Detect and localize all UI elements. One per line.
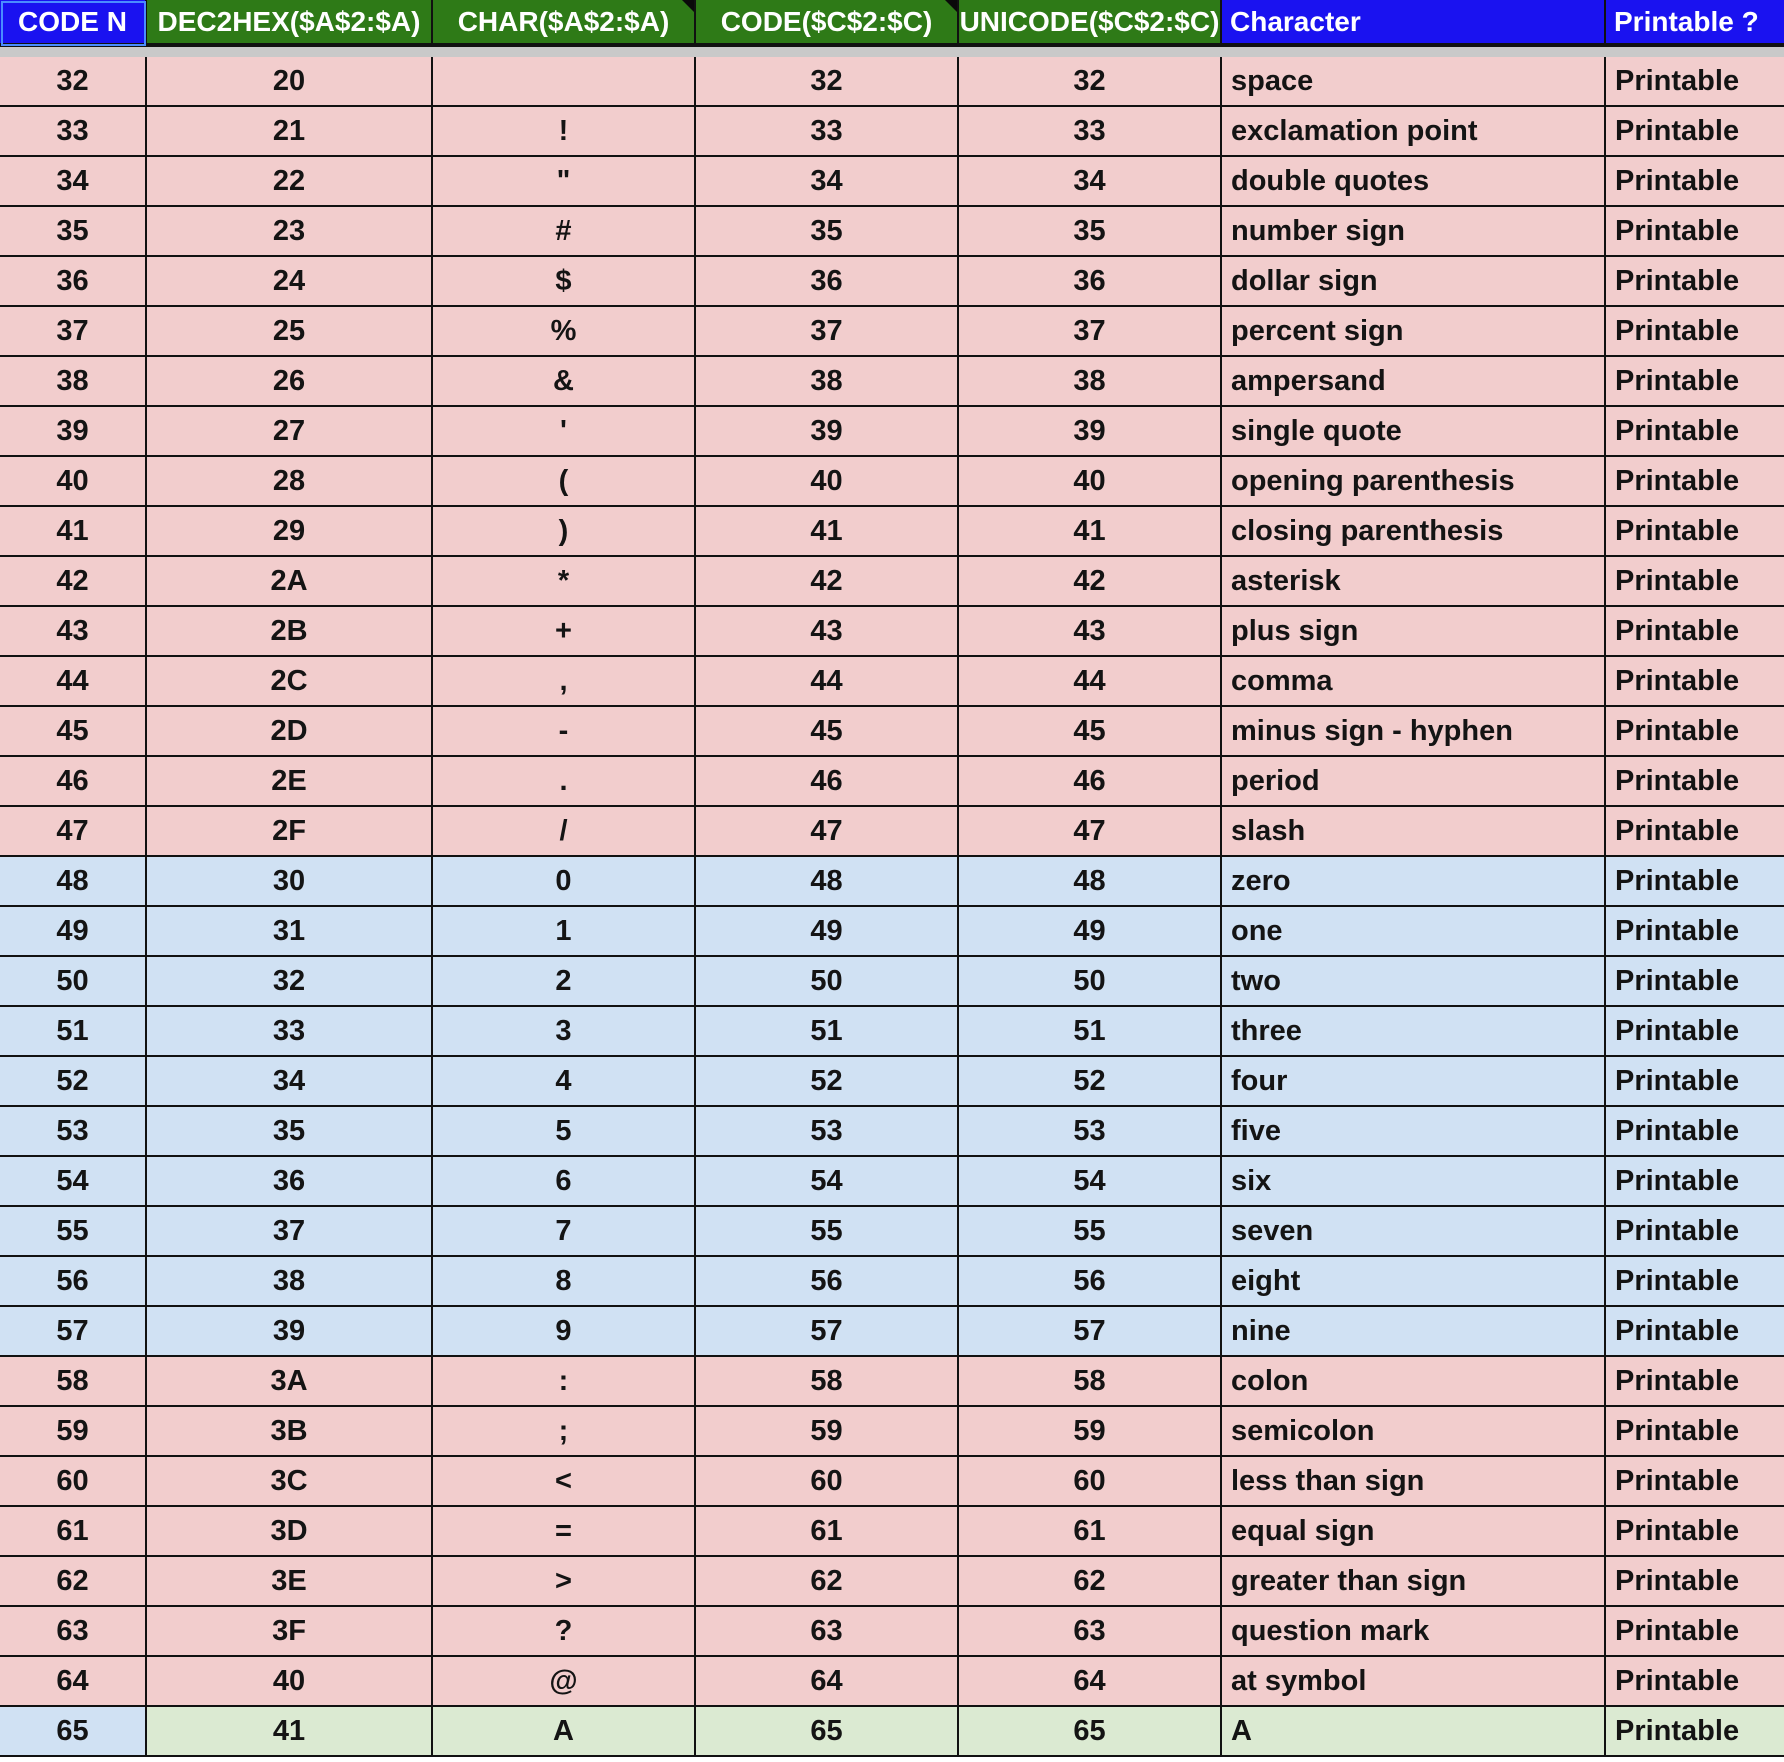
cell-hex[interactable]: 3E <box>147 1557 433 1607</box>
cell-hex[interactable]: 36 <box>147 1157 433 1207</box>
cell-printable[interactable]: Printable <box>1606 1157 1784 1207</box>
cell-character-name[interactable]: double quotes <box>1222 157 1606 207</box>
cell-unicode[interactable]: 56 <box>959 1257 1222 1307</box>
cell-character-name[interactable]: closing parenthesis <box>1222 507 1606 557</box>
cell-unicode[interactable]: 34 <box>959 157 1222 207</box>
cell-hex[interactable]: 41 <box>147 1707 433 1757</box>
cell-code-n[interactable]: 58 <box>0 1357 147 1407</box>
cell-hex[interactable]: 2E <box>147 757 433 807</box>
cell-unicode[interactable]: 63 <box>959 1607 1222 1657</box>
cell-unicode[interactable]: 65 <box>959 1707 1222 1757</box>
cell-char[interactable]: & <box>433 357 696 407</box>
cell-unicode[interactable]: 62 <box>959 1557 1222 1607</box>
cell-printable[interactable]: Printable <box>1606 1207 1784 1257</box>
cell-character-name[interactable]: plus sign <box>1222 607 1606 657</box>
cell-code-n[interactable]: 63 <box>0 1607 147 1657</box>
cell-code-n[interactable]: 45 <box>0 707 147 757</box>
cell-code[interactable]: 63 <box>696 1607 959 1657</box>
cell-hex[interactable]: 2D <box>147 707 433 757</box>
cell-unicode[interactable]: 37 <box>959 307 1222 357</box>
cell-hex[interactable]: 32 <box>147 957 433 1007</box>
cell-hex[interactable]: 40 <box>147 1657 433 1707</box>
cell-character-name[interactable]: one <box>1222 907 1606 957</box>
cell-printable[interactable]: Printable <box>1606 1607 1784 1657</box>
cell-unicode[interactable]: 43 <box>959 607 1222 657</box>
cell-printable[interactable]: Printable <box>1606 1257 1784 1307</box>
cell-printable[interactable]: Printable <box>1606 207 1784 257</box>
cell-hex[interactable]: 39 <box>147 1307 433 1357</box>
cell-code[interactable]: 46 <box>696 757 959 807</box>
cell-printable[interactable]: Printable <box>1606 1407 1784 1457</box>
cell-unicode[interactable]: 33 <box>959 107 1222 157</box>
cell-hex[interactable]: 2F <box>147 807 433 857</box>
cell-code-n[interactable]: 37 <box>0 307 147 357</box>
cell-code-n[interactable]: 38 <box>0 357 147 407</box>
cell-code-n[interactable]: 56 <box>0 1257 147 1307</box>
cell-code-n[interactable]: 61 <box>0 1507 147 1557</box>
cell-code-n[interactable]: 39 <box>0 407 147 457</box>
cell-code-n[interactable]: 36 <box>0 257 147 307</box>
cell-character-name[interactable]: two <box>1222 957 1606 1007</box>
cell-char[interactable]: ( <box>433 457 696 507</box>
cell-code[interactable]: 32 <box>696 57 959 107</box>
cell-char[interactable]: > <box>433 1557 696 1607</box>
cell-unicode[interactable]: 57 <box>959 1307 1222 1357</box>
cell-printable[interactable]: Printable <box>1606 1507 1784 1557</box>
cell-char[interactable]: 4 <box>433 1057 696 1107</box>
cell-character-name[interactable]: six <box>1222 1157 1606 1207</box>
cell-printable[interactable]: Printable <box>1606 457 1784 507</box>
cell-printable[interactable]: Printable <box>1606 157 1784 207</box>
cell-code-n[interactable]: 40 <box>0 457 147 507</box>
cell-unicode[interactable]: 49 <box>959 907 1222 957</box>
cell-character-name[interactable]: asterisk <box>1222 557 1606 607</box>
cell-unicode[interactable]: 46 <box>959 757 1222 807</box>
cell-code-n[interactable]: 44 <box>0 657 147 707</box>
cell-code-n[interactable]: 64 <box>0 1657 147 1707</box>
cell-character-name[interactable]: nine <box>1222 1307 1606 1357</box>
cell-hex[interactable]: 2C <box>147 657 433 707</box>
cell-code-n[interactable]: 32 <box>0 57 147 107</box>
cell-printable[interactable]: Printable <box>1606 807 1784 857</box>
cell-hex[interactable]: 21 <box>147 107 433 157</box>
header-unicode[interactable]: UNICODE($C$2:$C) <box>959 0 1222 47</box>
cell-printable[interactable]: Printable <box>1606 657 1784 707</box>
cell-hex[interactable]: 3C <box>147 1457 433 1507</box>
cell-unicode[interactable]: 39 <box>959 407 1222 457</box>
cell-code[interactable]: 34 <box>696 157 959 207</box>
cell-code-n[interactable]: 41 <box>0 507 147 557</box>
cell-code[interactable]: 38 <box>696 357 959 407</box>
cell-hex[interactable]: 24 <box>147 257 433 307</box>
cell-unicode[interactable]: 64 <box>959 1657 1222 1707</box>
cell-char[interactable]: * <box>433 557 696 607</box>
cell-character-name[interactable]: comma <box>1222 657 1606 707</box>
cell-char[interactable]: A <box>433 1707 696 1757</box>
cell-unicode[interactable]: 45 <box>959 707 1222 757</box>
cell-char[interactable]: 7 <box>433 1207 696 1257</box>
cell-unicode[interactable]: 42 <box>959 557 1222 607</box>
cell-unicode[interactable]: 48 <box>959 857 1222 907</box>
cell-printable[interactable]: Printable <box>1606 1557 1784 1607</box>
cell-hex[interactable]: 38 <box>147 1257 433 1307</box>
cell-hex[interactable]: 28 <box>147 457 433 507</box>
cell-char[interactable]: # <box>433 207 696 257</box>
cell-character-name[interactable]: period <box>1222 757 1606 807</box>
cell-printable[interactable]: Printable <box>1606 1007 1784 1057</box>
cell-printable[interactable]: Printable <box>1606 907 1784 957</box>
cell-code[interactable]: 41 <box>696 507 959 557</box>
cell-hex[interactable]: 3F <box>147 1607 433 1657</box>
cell-char[interactable]: 6 <box>433 1157 696 1207</box>
cell-code[interactable]: 45 <box>696 707 959 757</box>
cell-character-name[interactable]: semicolon <box>1222 1407 1606 1457</box>
header-code[interactable]: CODE($C$2:$C) <box>696 0 959 47</box>
cell-code[interactable]: 60 <box>696 1457 959 1507</box>
cell-character-name[interactable]: seven <box>1222 1207 1606 1257</box>
cell-code-n[interactable]: 55 <box>0 1207 147 1257</box>
cell-code[interactable]: 57 <box>696 1307 959 1357</box>
cell-char[interactable]: % <box>433 307 696 357</box>
cell-char[interactable]: 5 <box>433 1107 696 1157</box>
cell-character-name[interactable]: single quote <box>1222 407 1606 457</box>
header-dec2hex[interactable]: DEC2HEX($A$2:$A) <box>147 0 433 47</box>
cell-char[interactable]: = <box>433 1507 696 1557</box>
cell-char[interactable]: 8 <box>433 1257 696 1307</box>
cell-hex[interactable]: 22 <box>147 157 433 207</box>
cell-code-n[interactable]: 43 <box>0 607 147 657</box>
cell-hex[interactable]: 27 <box>147 407 433 457</box>
cell-printable[interactable]: Printable <box>1606 707 1784 757</box>
cell-code[interactable]: 51 <box>696 1007 959 1057</box>
cell-unicode[interactable]: 53 <box>959 1107 1222 1157</box>
cell-char[interactable] <box>433 57 696 107</box>
cell-printable[interactable]: Printable <box>1606 1657 1784 1707</box>
cell-code[interactable]: 50 <box>696 957 959 1007</box>
cell-hex[interactable]: 25 <box>147 307 433 357</box>
cell-char[interactable]: ? <box>433 1607 696 1657</box>
cell-unicode[interactable]: 36 <box>959 257 1222 307</box>
cell-character-name[interactable]: less than sign <box>1222 1457 1606 1507</box>
cell-code[interactable]: 61 <box>696 1507 959 1557</box>
cell-character-name[interactable]: percent sign <box>1222 307 1606 357</box>
cell-code[interactable]: 44 <box>696 657 959 707</box>
cell-code-n[interactable]: 54 <box>0 1157 147 1207</box>
cell-char[interactable]: 3 <box>433 1007 696 1057</box>
cell-code-n[interactable]: 51 <box>0 1007 147 1057</box>
cell-hex[interactable]: 37 <box>147 1207 433 1257</box>
cell-character-name[interactable]: ampersand <box>1222 357 1606 407</box>
cell-hex[interactable]: 3B <box>147 1407 433 1457</box>
cell-unicode[interactable]: 40 <box>959 457 1222 507</box>
cell-code-n[interactable]: 49 <box>0 907 147 957</box>
cell-code[interactable]: 39 <box>696 407 959 457</box>
cell-unicode[interactable]: 52 <box>959 1057 1222 1107</box>
cell-unicode[interactable]: 58 <box>959 1357 1222 1407</box>
cell-code-n[interactable]: 46 <box>0 757 147 807</box>
cell-printable[interactable]: Printable <box>1606 1107 1784 1157</box>
cell-char[interactable]: - <box>433 707 696 757</box>
cell-code-n[interactable]: 59 <box>0 1407 147 1457</box>
cell-unicode[interactable]: 54 <box>959 1157 1222 1207</box>
cell-code[interactable]: 55 <box>696 1207 959 1257</box>
cell-printable[interactable]: Printable <box>1606 757 1784 807</box>
cell-unicode[interactable]: 44 <box>959 657 1222 707</box>
cell-char[interactable]: < <box>433 1457 696 1507</box>
cell-unicode[interactable]: 61 <box>959 1507 1222 1557</box>
cell-unicode[interactable]: 55 <box>959 1207 1222 1257</box>
cell-code-n[interactable]: 65 <box>0 1707 147 1757</box>
cell-code[interactable]: 64 <box>696 1657 959 1707</box>
cell-code[interactable]: 37 <box>696 307 959 357</box>
cell-unicode[interactable]: 38 <box>959 357 1222 407</box>
cell-code[interactable]: 49 <box>696 907 959 957</box>
cell-character-name[interactable]: question mark <box>1222 1607 1606 1657</box>
cell-hex[interactable]: 3D <box>147 1507 433 1557</box>
cell-char[interactable]: $ <box>433 257 696 307</box>
header-char[interactable]: CHAR($A$2:$A) <box>433 0 696 47</box>
cell-hex[interactable]: 23 <box>147 207 433 257</box>
cell-code-n[interactable]: 52 <box>0 1057 147 1107</box>
cell-hex[interactable]: 33 <box>147 1007 433 1057</box>
cell-character-name[interactable]: slash <box>1222 807 1606 857</box>
cell-hex[interactable]: 30 <box>147 857 433 907</box>
cell-printable[interactable]: Printable <box>1606 1457 1784 1507</box>
cell-unicode[interactable]: 51 <box>959 1007 1222 1057</box>
cell-code-n[interactable]: 47 <box>0 807 147 857</box>
cell-code-n[interactable]: 60 <box>0 1457 147 1507</box>
cell-hex[interactable]: 20 <box>147 57 433 107</box>
cell-code-n[interactable]: 35 <box>0 207 147 257</box>
cell-hex[interactable]: 3A <box>147 1357 433 1407</box>
cell-code-n[interactable]: 33 <box>0 107 147 157</box>
cell-character-name[interactable]: number sign <box>1222 207 1606 257</box>
cell-char[interactable]: 2 <box>433 957 696 1007</box>
cell-printable[interactable]: Printable <box>1606 957 1784 1007</box>
cell-hex[interactable]: 2B <box>147 607 433 657</box>
cell-character-name[interactable]: space <box>1222 57 1606 107</box>
cell-character-name[interactable]: eight <box>1222 1257 1606 1307</box>
cell-code[interactable]: 58 <box>696 1357 959 1407</box>
cell-unicode[interactable]: 60 <box>959 1457 1222 1507</box>
cell-char[interactable]: 0 <box>433 857 696 907</box>
cell-hex[interactable]: 31 <box>147 907 433 957</box>
cell-character-name[interactable]: zero <box>1222 857 1606 907</box>
cell-char[interactable]: / <box>433 807 696 857</box>
cell-printable[interactable]: Printable <box>1606 1707 1784 1757</box>
cell-code[interactable]: 33 <box>696 107 959 157</box>
cell-code[interactable]: 43 <box>696 607 959 657</box>
cell-hex[interactable]: 35 <box>147 1107 433 1157</box>
cell-character-name[interactable]: three <box>1222 1007 1606 1057</box>
cell-printable[interactable]: Printable <box>1606 257 1784 307</box>
cell-printable[interactable]: Printable <box>1606 607 1784 657</box>
cell-character-name[interactable]: minus sign - hyphen <box>1222 707 1606 757</box>
cell-hex[interactable]: 2A <box>147 557 433 607</box>
cell-char[interactable]: , <box>433 657 696 707</box>
cell-printable[interactable]: Printable <box>1606 307 1784 357</box>
cell-code-n[interactable]: 42 <box>0 557 147 607</box>
cell-code[interactable]: 52 <box>696 1057 959 1107</box>
cell-unicode[interactable]: 35 <box>959 207 1222 257</box>
cell-char[interactable]: 1 <box>433 907 696 957</box>
cell-code[interactable]: 40 <box>696 457 959 507</box>
cell-char[interactable]: : <box>433 1357 696 1407</box>
cell-character-name[interactable]: at symbol <box>1222 1657 1606 1707</box>
cell-code[interactable]: 54 <box>696 1157 959 1207</box>
cell-character-name[interactable]: opening parenthesis <box>1222 457 1606 507</box>
header-printable[interactable]: Printable ? <box>1606 0 1784 47</box>
cell-char[interactable]: @ <box>433 1657 696 1707</box>
cell-code-n[interactable]: 62 <box>0 1557 147 1607</box>
cell-printable[interactable]: Printable <box>1606 357 1784 407</box>
cell-char[interactable]: " <box>433 157 696 207</box>
cell-code[interactable]: 35 <box>696 207 959 257</box>
header-character[interactable]: Character <box>1222 0 1606 47</box>
cell-char[interactable]: ) <box>433 507 696 557</box>
cell-unicode[interactable]: 41 <box>959 507 1222 557</box>
frozen-row-divider <box>0 47 1784 57</box>
cell-printable[interactable]: Printable <box>1606 1357 1784 1407</box>
cell-code[interactable]: 47 <box>696 807 959 857</box>
cell-code[interactable]: 53 <box>696 1107 959 1157</box>
cell-char[interactable]: ' <box>433 407 696 457</box>
cell-code[interactable]: 42 <box>696 557 959 607</box>
header-code-n[interactable]: CODE N <box>0 0 147 47</box>
cell-code-n[interactable]: 57 <box>0 1307 147 1357</box>
cell-unicode[interactable]: 32 <box>959 57 1222 107</box>
cell-code[interactable]: 56 <box>696 1257 959 1307</box>
cell-code-n[interactable]: 50 <box>0 957 147 1007</box>
cell-character-name[interactable]: A <box>1222 1707 1606 1757</box>
cell-printable[interactable]: Printable <box>1606 507 1784 557</box>
cell-unicode[interactable]: 47 <box>959 807 1222 857</box>
cell-code[interactable]: 62 <box>696 1557 959 1607</box>
cell-printable[interactable]: Printable <box>1606 407 1784 457</box>
cell-printable[interactable]: Printable <box>1606 857 1784 907</box>
cell-character-name[interactable]: greater than sign <box>1222 1557 1606 1607</box>
cell-hex[interactable]: 29 <box>147 507 433 557</box>
cell-unicode[interactable]: 50 <box>959 957 1222 1007</box>
cell-code[interactable]: 59 <box>696 1407 959 1457</box>
cell-character-name[interactable]: dollar sign <box>1222 257 1606 307</box>
cell-char[interactable]: ; <box>433 1407 696 1457</box>
cell-unicode[interactable]: 59 <box>959 1407 1222 1457</box>
cell-hex[interactable]: 26 <box>147 357 433 407</box>
cell-character-name[interactable]: four <box>1222 1057 1606 1107</box>
cell-code-n[interactable]: 34 <box>0 157 147 207</box>
cell-printable[interactable]: Printable <box>1606 1307 1784 1357</box>
cell-code[interactable]: 36 <box>696 257 959 307</box>
cell-char[interactable]: ! <box>433 107 696 157</box>
cell-printable[interactable]: Printable <box>1606 57 1784 107</box>
cell-hex[interactable]: 34 <box>147 1057 433 1107</box>
cell-code-n[interactable]: 53 <box>0 1107 147 1157</box>
cell-printable[interactable]: Printable <box>1606 107 1784 157</box>
cell-character-name[interactable]: exclamation point <box>1222 107 1606 157</box>
cell-char[interactable]: 9 <box>433 1307 696 1357</box>
cell-code[interactable]: 48 <box>696 857 959 907</box>
cell-code-n[interactable]: 48 <box>0 857 147 907</box>
cell-character-name[interactable]: colon <box>1222 1357 1606 1407</box>
cell-code[interactable]: 65 <box>696 1707 959 1757</box>
cell-char[interactable]: + <box>433 607 696 657</box>
cell-printable[interactable]: Printable <box>1606 557 1784 607</box>
cell-character-name[interactable]: five <box>1222 1107 1606 1157</box>
cell-character-name[interactable]: equal sign <box>1222 1507 1606 1557</box>
cell-char[interactable]: . <box>433 757 696 807</box>
cell-printable[interactable]: Printable <box>1606 1057 1784 1107</box>
